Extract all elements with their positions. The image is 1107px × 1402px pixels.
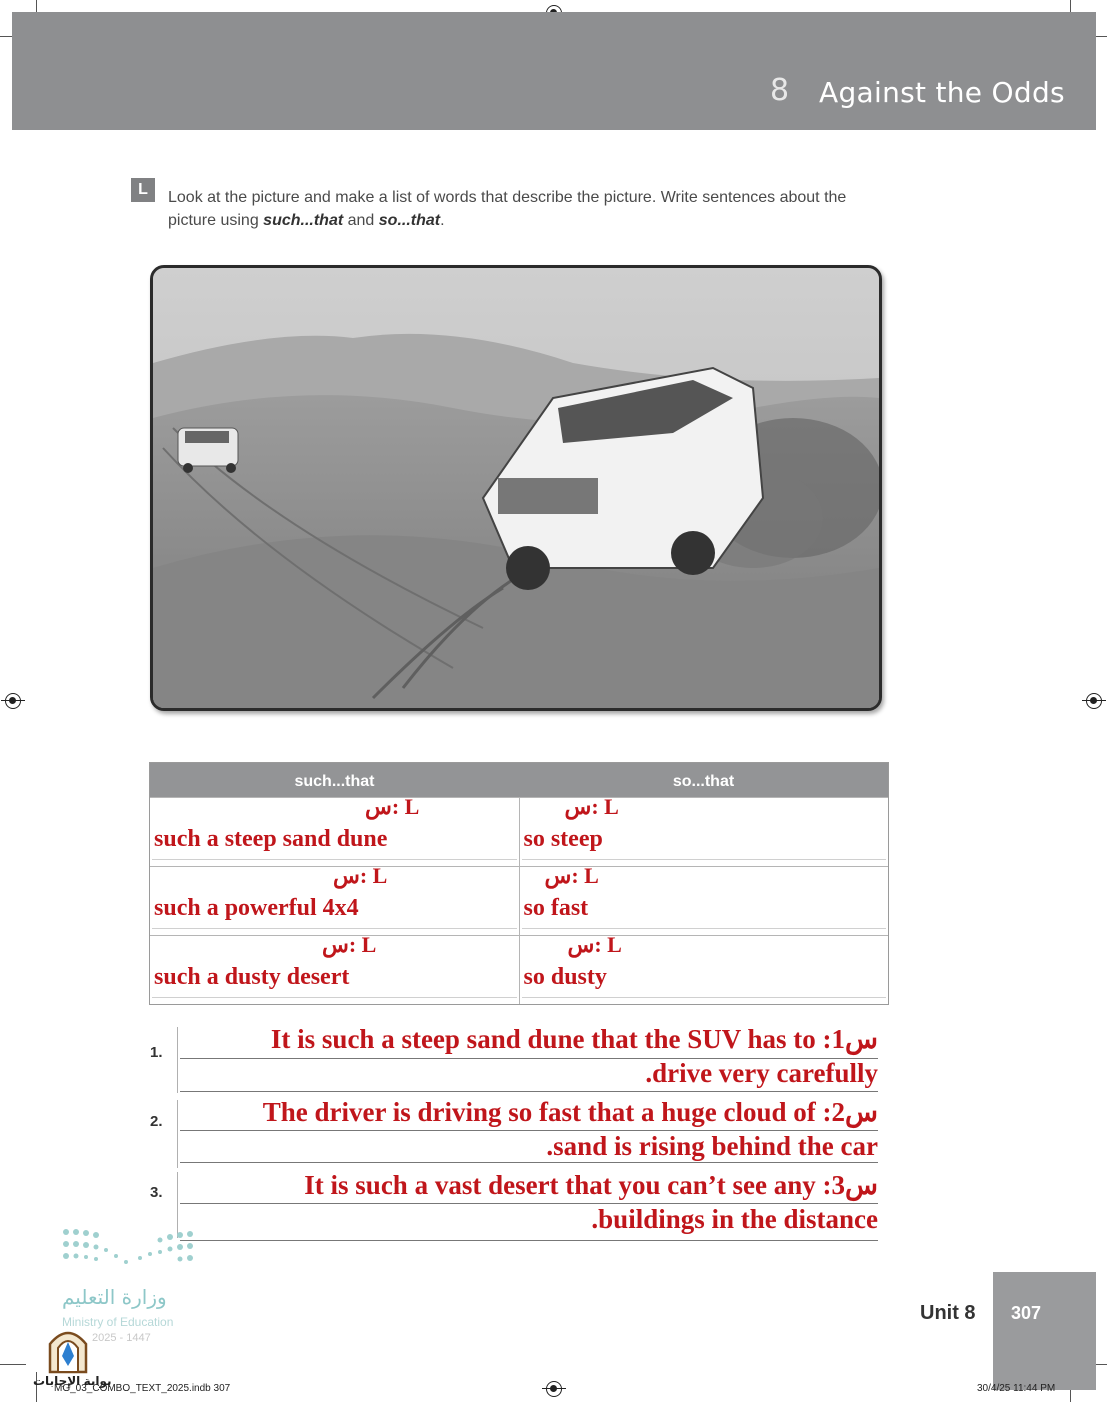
answers-portal-logo-icon [46,1326,90,1374]
sentence-line: .buildings in the distance [591,1204,878,1234]
page-number: 307 [1011,1303,1042,1323]
answer-rule [152,997,517,998]
registration-mark-icon [1086,693,1102,709]
table-cell [519,794,889,866]
table-cell [519,932,889,1004]
table-row [150,932,888,1004]
sentence-number: 1. [150,1044,163,1061]
answer-label: س: L [322,932,377,957]
chapter-number: 8 [770,73,790,108]
table-cell [150,932,519,1004]
answer-text: such a dusty desert [154,964,350,990]
answer-text: such a powerful 4x4 [154,895,359,921]
answer-text: so steep [523,826,603,852]
unit-label: Unit 8 [920,1302,976,1324]
answer-rule [522,859,887,860]
sentence-line: .sand is rising behind the car [546,1131,878,1161]
crop-mark [0,1364,26,1365]
answer-text: so dusty [523,964,607,990]
header-such-that: such...that [294,773,375,790]
answers-portal-text: بوابة الإجابات [33,1374,112,1388]
table-cell [150,794,519,866]
file-slug: MG_03_COMBO_TEXT_2025.indb 307 [54,1383,231,1394]
chapter-title: Against the Odds [819,76,1065,109]
answer-rule [152,859,517,860]
registration-mark-icon [546,1381,562,1397]
desert-suv-photo [150,265,882,711]
table-cell [150,863,519,935]
answer-label: س: L [544,863,599,888]
table-row [150,863,888,935]
writing-line [180,1162,878,1163]
ministry-year: 2025 - 1447 [92,1332,151,1344]
small-suv-icon [178,428,238,473]
page-number-box [993,1272,1096,1390]
sentence-line: .drive very carefully [645,1058,878,1088]
answer-rule [522,928,887,929]
phrase-such-that: such...that [263,212,344,229]
answer-text: such a steep sand dune [154,826,388,852]
answer-label: س: L [333,863,388,888]
table-cell [519,863,889,935]
chapter-header-bar [12,12,1096,130]
answer-text: so fast [523,895,589,921]
answer-rule [152,928,517,929]
sentence-number: 2. [150,1113,163,1130]
sentence-line: It is such a steep sand dune that the SUV has to :1س [270,1024,878,1054]
answer-rule [522,997,887,998]
writing-line [180,1240,878,1241]
answer-label: س: L [567,932,622,957]
writing-line [180,1091,878,1092]
header-so-that: so...that [672,773,735,790]
task-badge: L [131,178,155,202]
ministry-name-arabic: وزارة التعليم [62,1285,167,1309]
phrase-so-that: so...that [378,212,441,229]
instruction-connector: and [343,212,379,229]
answer-label: س: L [365,794,420,819]
task-instruction [168,186,898,232]
table-header [150,763,888,797]
ministry-logo-dots-icon [62,1228,202,1278]
ministry-name-english: Ministry of Education [62,1315,174,1329]
instruction-text: Look at the picture and make a list of words that describe the picture. Write sentences about the picture using [168,189,847,229]
registration-mark-icon [5,693,21,709]
sentence-line: It is such a vast desert that you can’t see any :3س [304,1170,878,1200]
table-row [150,794,888,866]
sentence-number: 3. [150,1184,163,1201]
answer-label: س: L [564,794,619,819]
sentence-line: The driver is driving so fast that a huge cloud of :2س [262,1097,878,1127]
date-slug: 30/4/25 11:44 PM [977,1383,1056,1394]
such-so-table [149,762,889,1005]
instruction-end: . [440,212,445,229]
